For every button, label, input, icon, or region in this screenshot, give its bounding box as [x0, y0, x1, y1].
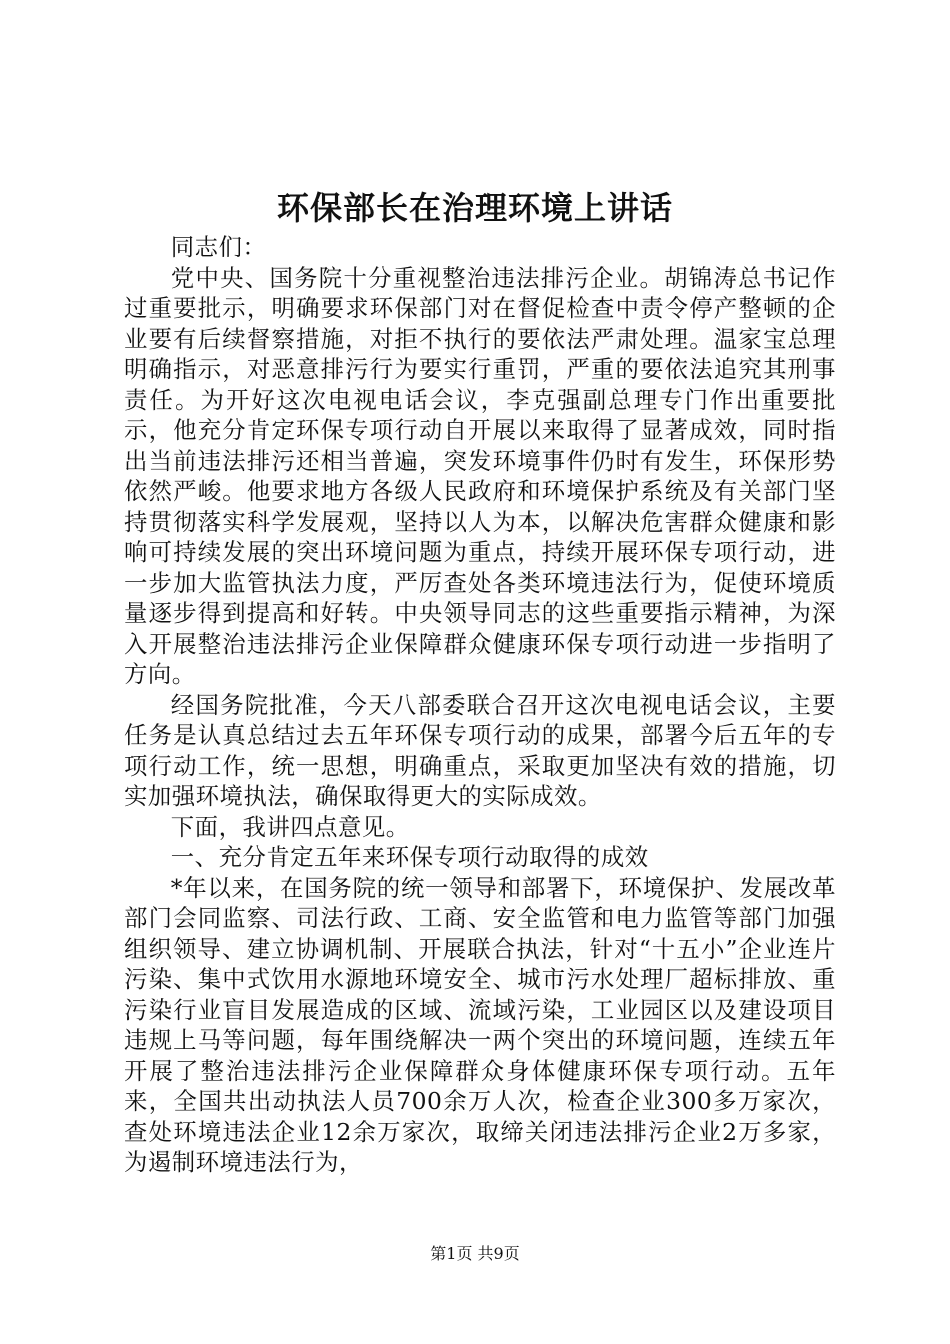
- paragraph: *年以来，在国务院的统一领导和部署下，环境保护、发展改革部门会同监察、司法行政、工商、安全监管和电力监管等部门加强组织领导、建立协调机制、开展联合执法，针对“十五小”企业连片污染、集中式饮用水源地环境安全、城市污水处理厂超标排放、重污染行业盲目发展造成的区域、流域污染，工业园区以及建设项目违规上马等问题，每年围绕解决一两个突出的环境问题，连续五年开展了整治违法排污企业保障群众身体健康环保专项行动。五年来，全国共出动执法人员700余万人次，检查企业300多万家次，查处环境违法企业12余万家次，取缔关闭违法排污企业2万多家，为遏制环境违法行为，: [124, 873, 836, 1176]
- paragraph: 党中央、国务院十分重视整治违法排污企业。胡锦涛总书记作过重要批示，明确要求环保部门对在督促检查中责令停产整顿的企业要有后续督察措施，对拒不执行的要依法严肃处理。温家宝总理明确指示，对恶意排污行为要实行重罚，严重的要依法追究其刑事责任。为开好这次电视电话会议，李克强副总理专门作出重要批示，他充分肯定环保专项行动自开展以来取得了显著成效，同时指出当前违法排污还相当普遍，突发环境事件仍时有发生，环保形势依然严峻。他要求地方各级人民政府和环境保护系统及有关部门坚持贯彻落实科学发展观，坚持以人为本，以解决危害群众健康和影响可持续发展的突出环境问题为重点，持续开展环保专项行动，进一步加大监管执法力度，严厉查处各类环境违法行为，促使环境质量逐步得到提高和好转。中央领导同志的这些重要指示精神，为深入开展整治违法排污企业保障群众健康环保专项行动进一步指明了方向。: [124, 263, 836, 688]
- paragraph: 下面，我讲四点意见。: [170, 812, 410, 841]
- salutation: 同志们：: [170, 233, 267, 261]
- paragraph: 经国务院批准，今天八部委联合召开这次电视电话会议，主要任务是认真总结过去五年环保专项行动的成果，部署今后五年的专项行动工作，统一思想，明确重点，采取更加坚决有效的措施，切实加强环境执法，确保取得更大的实际成效。: [124, 690, 836, 810]
- page-footer: 第1页 共9页: [430, 1244, 520, 1263]
- section-heading: 一、充分肯定五年来环保专项行动取得的成效: [170, 843, 649, 871]
- document-title: 环保部长在治理环境上讲话: [276, 189, 673, 227]
- document-body: [124, 232, 836, 1178]
